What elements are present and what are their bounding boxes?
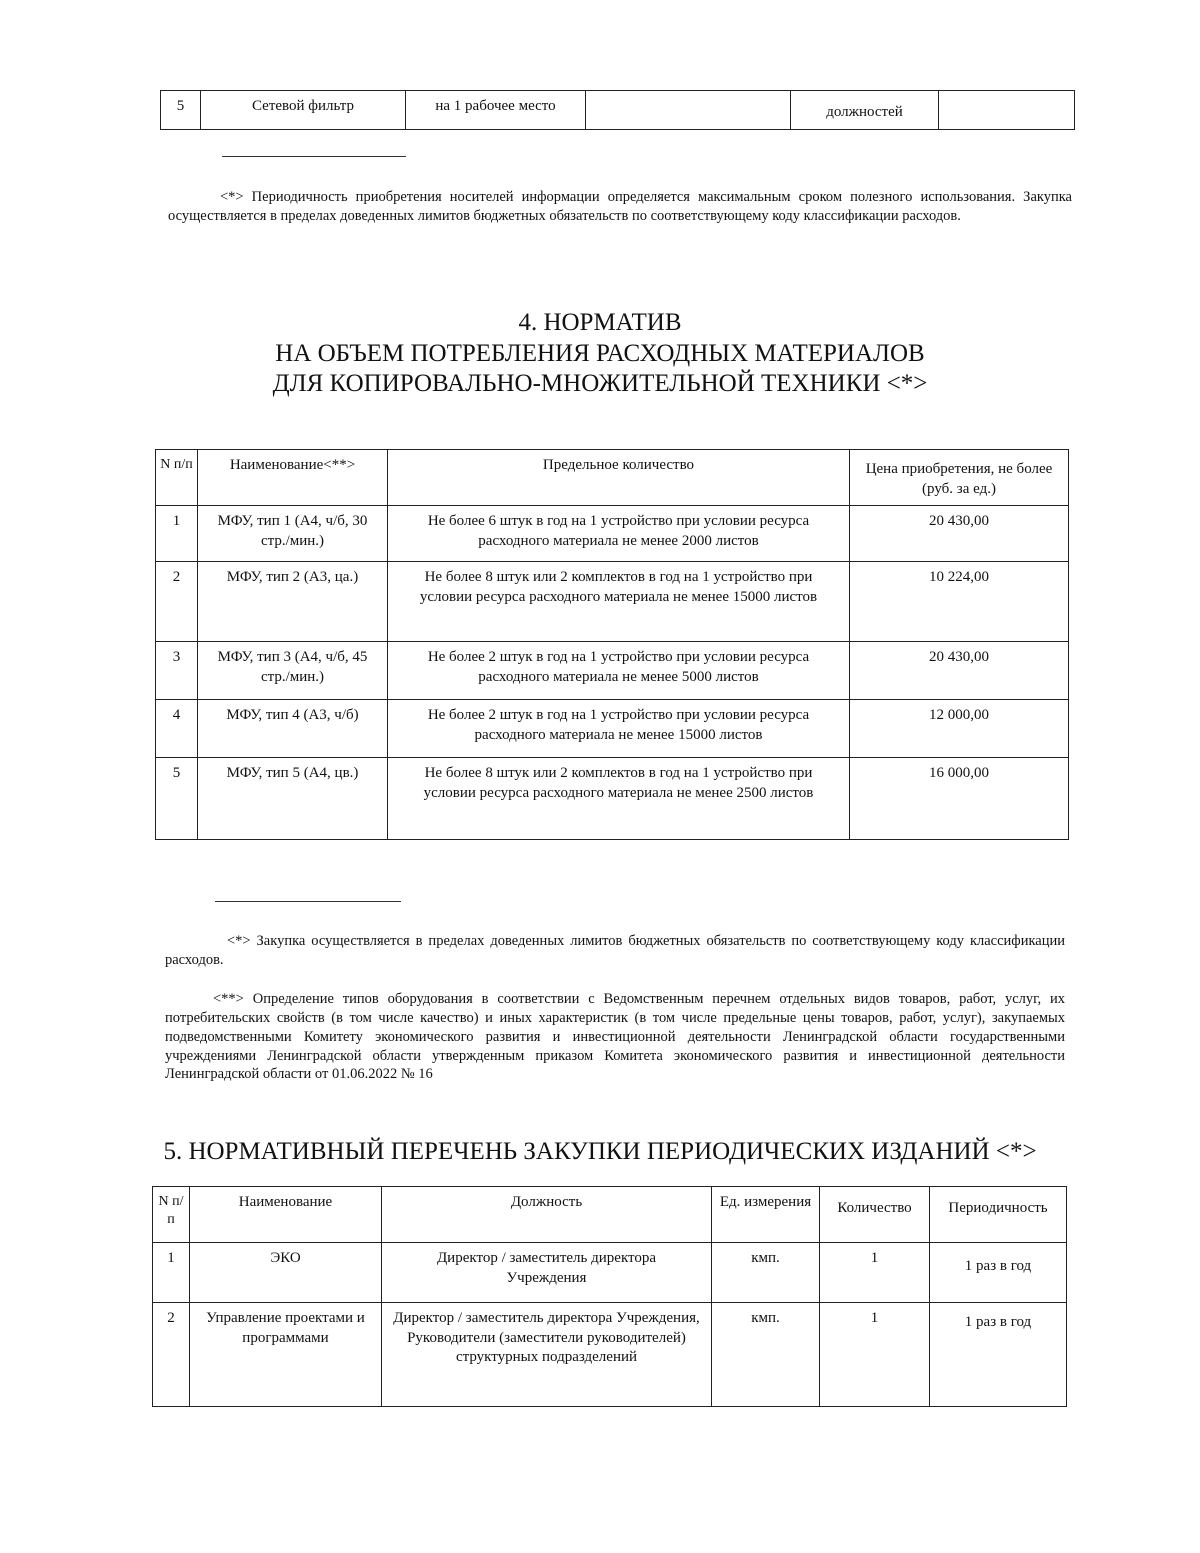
section4-title bbox=[0, 308, 1200, 400]
cell-name: Сетевой фильтр bbox=[201, 91, 406, 130]
table-row bbox=[156, 700, 1069, 758]
table-header-row bbox=[156, 450, 1069, 506]
header-num: N п/п bbox=[153, 1187, 190, 1243]
cell-limit: Не более 6 штук в год на 1 устройство при условии ресурса расходного материала не менее 2000 листов bbox=[388, 506, 850, 562]
header-unit: Ед. измерения bbox=[712, 1187, 820, 1243]
cell-name: МФУ, тип 4 (А3, ч/б) bbox=[198, 700, 388, 758]
footnote-top: <*> Периодичность приобретения носителей информации определяется максимальным сроком полезного использования. Закупка осуществляется в пределах доведенных лимитов бюджетных обязательств по соответствующему коду классификации расходов. bbox=[168, 189, 1072, 224]
cell-qty: 1 bbox=[820, 1243, 930, 1303]
cell-unit: кмп. bbox=[712, 1243, 820, 1303]
section4-title-line2: НА ОБЪЕМ ПОТРЕБЛЕНИЯ РАСХОДНЫХ МАТЕРИАЛОВ bbox=[275, 339, 925, 367]
table-row bbox=[156, 758, 1069, 840]
cell-name: Управление проектами и программами bbox=[190, 1303, 382, 1407]
cell-price: 12 000,00 bbox=[850, 700, 1069, 758]
cell-num: 2 bbox=[153, 1303, 190, 1407]
cell-norm: на 1 рабочее место bbox=[406, 91, 586, 130]
footnote-separator bbox=[222, 156, 406, 157]
section4-title-line1: 4. НОРМАТИВ bbox=[518, 309, 682, 336]
cell-price: 20 430,00 bbox=[850, 506, 1069, 562]
cell-limit: Не более 8 штук или 2 комплектов в год на 1 устройство при условии ресурса расходного материала не менее 15000 листов bbox=[388, 562, 850, 642]
cell-name: МФУ, тип 5 (А4, цв.) bbox=[198, 758, 388, 840]
table-header-row bbox=[153, 1187, 1067, 1243]
cell-limit: Не более 2 штук в год на 1 устройство при условии ресурса расходного материала не менее 15000 листов bbox=[388, 700, 850, 758]
header-name: Наименование<**> bbox=[198, 450, 388, 506]
cell-unit: кмп. bbox=[712, 1303, 820, 1407]
table-row bbox=[153, 1303, 1067, 1407]
top-table bbox=[160, 90, 1075, 130]
cell-name: МФУ, тип 3 (А4, ч/б, 45 стр./мин.) bbox=[198, 642, 388, 700]
header-price: Цена приобретения, не более (руб. за ед.) bbox=[850, 450, 1069, 506]
cell-num: 3 bbox=[156, 642, 198, 700]
section4-title-line3: ДЛЯ КОПИРОВАЛЬНО-МНОЖИТЕЛЬНОЙ ТЕХНИКИ <*> bbox=[272, 370, 928, 397]
cell-empty bbox=[939, 91, 1075, 130]
header-name: Наименование bbox=[190, 1187, 382, 1243]
cell-qty: 1 bbox=[820, 1303, 930, 1407]
cell-position: Директор / заместитель директора Учреждения bbox=[382, 1243, 712, 1303]
cell-name: МФУ, тип 2 (А3, ца.) bbox=[198, 562, 388, 642]
section5-title: 5. НОРМАТИВНЫЙ ПЕРЕЧЕНЬ ЗАКУПКИ ПЕРИОДИЧЕСКИХ ИЗДАНИЙ <*> bbox=[163, 1138, 1037, 1165]
cell-limit: Не более 8 штук или 2 комплектов в год на 1 устройство при условии ресурса расходного материала не менее 2500 листов bbox=[388, 758, 850, 840]
header-num: N п/п bbox=[156, 450, 198, 506]
cell-limit: Не более 2 штук в год на 1 устройство при условии ресурса расходного материала не менее 5000 листов bbox=[388, 642, 850, 700]
cell-period: 1 раз в год bbox=[930, 1303, 1067, 1407]
cell-num: 4 bbox=[156, 700, 198, 758]
cell-position: должностей bbox=[791, 91, 939, 130]
table-row bbox=[156, 506, 1069, 562]
table-row bbox=[153, 1243, 1067, 1303]
footnote-4-1: <*> Закупка осуществляется в пределах доведенных лимитов бюджетных обязательств по соответствующему коду классификации расходов. bbox=[165, 933, 1065, 968]
cell-name: ЭКО bbox=[190, 1243, 382, 1303]
footnote-separator bbox=[215, 901, 401, 902]
cell-empty bbox=[586, 91, 791, 130]
cell-num: 5 bbox=[156, 758, 198, 840]
section5-table bbox=[152, 1186, 1067, 1407]
cell-price: 20 430,00 bbox=[850, 642, 1069, 700]
header-position: Должность bbox=[382, 1187, 712, 1243]
cell-num: 1 bbox=[153, 1243, 190, 1303]
cell-name: МФУ, тип 1 (А4, ч/б, 30 стр./мин.) bbox=[198, 506, 388, 562]
footnote-4-2: <**> Определение типов оборудования в соответствии с Ведомственным перечнем отдельных видов товаров, работ, услуг, их потребительских свойств (в том числе качество) и иных характеристик (в том числе предельные цены товаров, работ, услуг), закупаемых подведомственными Комитету экономического развития и инвестиционной деятельности Ленинградской области государственными учреждениями Ленинградской области утвержденным приказом Комитета экономического развития и инвестиционной деятельности Ленинградской области от 01.06.2022 № 16 bbox=[165, 991, 1065, 1083]
cell-num: 2 bbox=[156, 562, 198, 642]
header-limit: Предельное количество bbox=[388, 450, 850, 506]
cell-period: 1 раз в год bbox=[930, 1243, 1067, 1303]
cell-position: Директор / заместитель директора Учреждения, Руководители (заместители руководителей) структурных подразделений bbox=[382, 1303, 712, 1407]
cell-num: 5 bbox=[161, 91, 201, 130]
cell-num: 1 bbox=[156, 506, 198, 562]
table-row bbox=[156, 642, 1069, 700]
table-row bbox=[156, 562, 1069, 642]
section4-table bbox=[155, 449, 1069, 840]
table-row bbox=[161, 91, 1075, 130]
cell-price: 16 000,00 bbox=[850, 758, 1069, 840]
header-qty: Количество bbox=[820, 1187, 930, 1243]
cell-price: 10 224,00 bbox=[850, 562, 1069, 642]
header-period: Периодичность bbox=[930, 1187, 1067, 1243]
